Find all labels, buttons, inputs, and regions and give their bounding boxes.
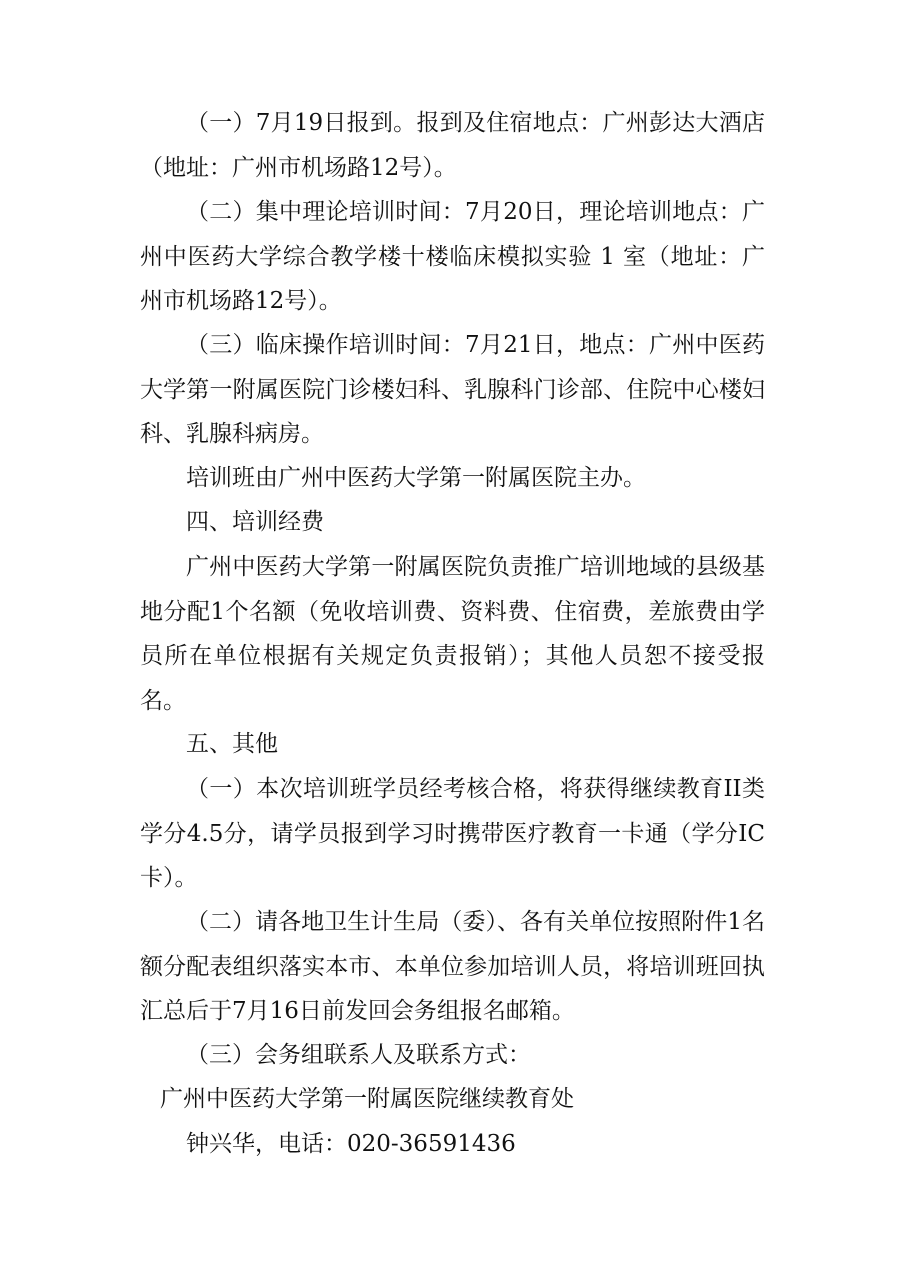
- paragraph-credits: （一）本次培训班学员经考核合格，将获得继续教育II类学分4.5分，请学员报到学习时携带医疗教育一卡通（学分IC卡）。: [140, 776, 765, 891]
- paragraph-theory-training: （二）集中理论培训时间：7月20日，理论培训地点：广州中医药大学综合教学楼十楼临床模拟实验 1 室（地址：广州市机场路12号）。: [140, 199, 765, 314]
- paragraph-clinical-training: （三）临床操作培训时间：7月21日，地点：广州中医药大学第一附属医院门诊楼妇科、乳腺科门诊部、住院中心楼妇科、乳腺科病房。: [140, 332, 765, 447]
- paragraph-contact-person: 钟兴华，电话：020-36591436: [186, 1131, 516, 1157]
- paragraph-contact-heading: （三）会务组联系人及联系方式：: [186, 1042, 531, 1068]
- paragraph-attendees: （二）请各地卫生计生局（委）、各有关单位按照附件1名额分配表组织落实本市、本单位参加培训人员，将培训班回执汇总后于7月16日前发回会务组报名邮箱。: [140, 909, 765, 1024]
- paragraph-contact-org: 广州中医药大学第一附属医院继续教育处: [160, 1086, 574, 1112]
- paragraph-registration: （一）7月19日报到。报到及住宿地点：广州彭达大酒店（地址：广州市机场路12号）。: [140, 110, 765, 181]
- section-heading-fees: 四、培训经费: [186, 509, 324, 535]
- section-heading-other: 五、其他: [186, 731, 278, 757]
- paragraph-fees: 广州中医药大学第一附属医院负责推广培训地域的县级基地分配1个名额（免收培训费、资料费、住宿费，差旅费由学员所在单位根据有关规定负责报销）；其他人员恕不接受报名。: [140, 554, 765, 714]
- paragraph-organizer: 培训班由广州中医药大学第一附属医院主办。: [186, 465, 646, 491]
